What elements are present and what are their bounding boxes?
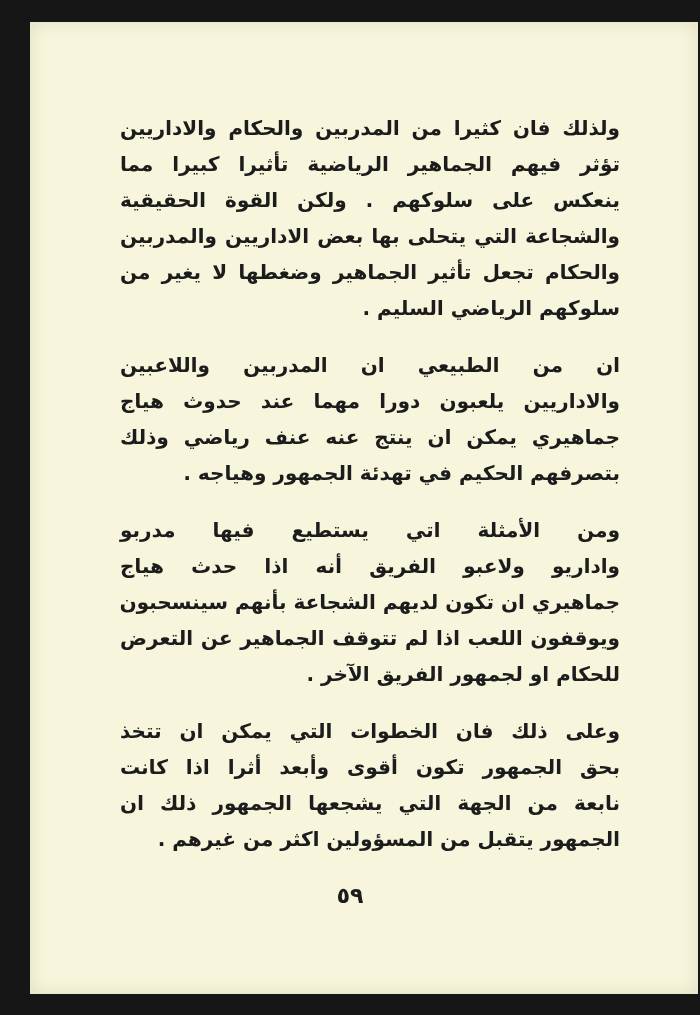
text-line: والاداريين يلعبون دورا مهما عند حدوث هياج — [120, 389, 620, 413]
page-number: ٥٩ — [336, 884, 364, 909]
paragraph-4 — [120, 713, 620, 857]
paragraph-1 — [120, 110, 620, 326]
paragraph-3 — [120, 512, 620, 692]
text-line: ومن الأمثلة اتي يستطيع فيها مدربو — [120, 518, 620, 542]
text-line: الجمهور يتقبل من المسؤولين اكثر من غيرهم . — [157, 827, 620, 851]
text-line: جماهيري ان تكون لديهم الشجاعة بأنهم سينسحبون — [119, 590, 620, 614]
text-line: سلوكهم الرياضي السليم . — [362, 296, 620, 320]
text-line: بحق الجمهور تكون أقوى وأبعد أثرا اذا كانت — [120, 755, 620, 779]
text-line: بتصرفهم الحكيم في تهدئة الجمهور وهياجه . — [183, 461, 620, 485]
text-line: ولذلك فان كثيرا من المدربين والحكام والاداريين — [120, 116, 620, 140]
text-line: واداريو ولاعبو الفريق أنه اذا حدث هياج — [120, 554, 620, 578]
text-line: ويوقفون اللعب اذا لم تتوقف الجماهير عن التعرض — [120, 626, 620, 650]
text-line: ان من الطبيعي ان المدربين واللاعبين — [120, 353, 620, 377]
text-line: تؤثر فيهم الجماهير الرياضية تأثيرا كبيرا مما — [120, 152, 620, 176]
text-line: نابعة من الجهة التي يشجعها الجمهور ذلك ان — [120, 791, 620, 815]
text-line: ينعكس على سلوكهم . ولكن القوة الحقيقية — [120, 188, 620, 212]
text-line: جماهيري يمكن ان ينتج عنه عنف رياضي وذلك — [120, 425, 620, 449]
text-line: للحكام او لجمهور الفريق الآخر . — [306, 662, 620, 686]
text-line: وعلى ذلك فان الخطوات التي يمكن ان تتخذ — [120, 719, 620, 743]
body-text — [120, 110, 620, 878]
text-line: والشجاعة التي يتحلى بها بعض الاداريين والمدربين — [120, 224, 620, 248]
paragraph-2 — [120, 347, 620, 491]
text-line: والحكام تجعل تأثير الجماهير وضغطها لا يغير من — [120, 260, 620, 284]
